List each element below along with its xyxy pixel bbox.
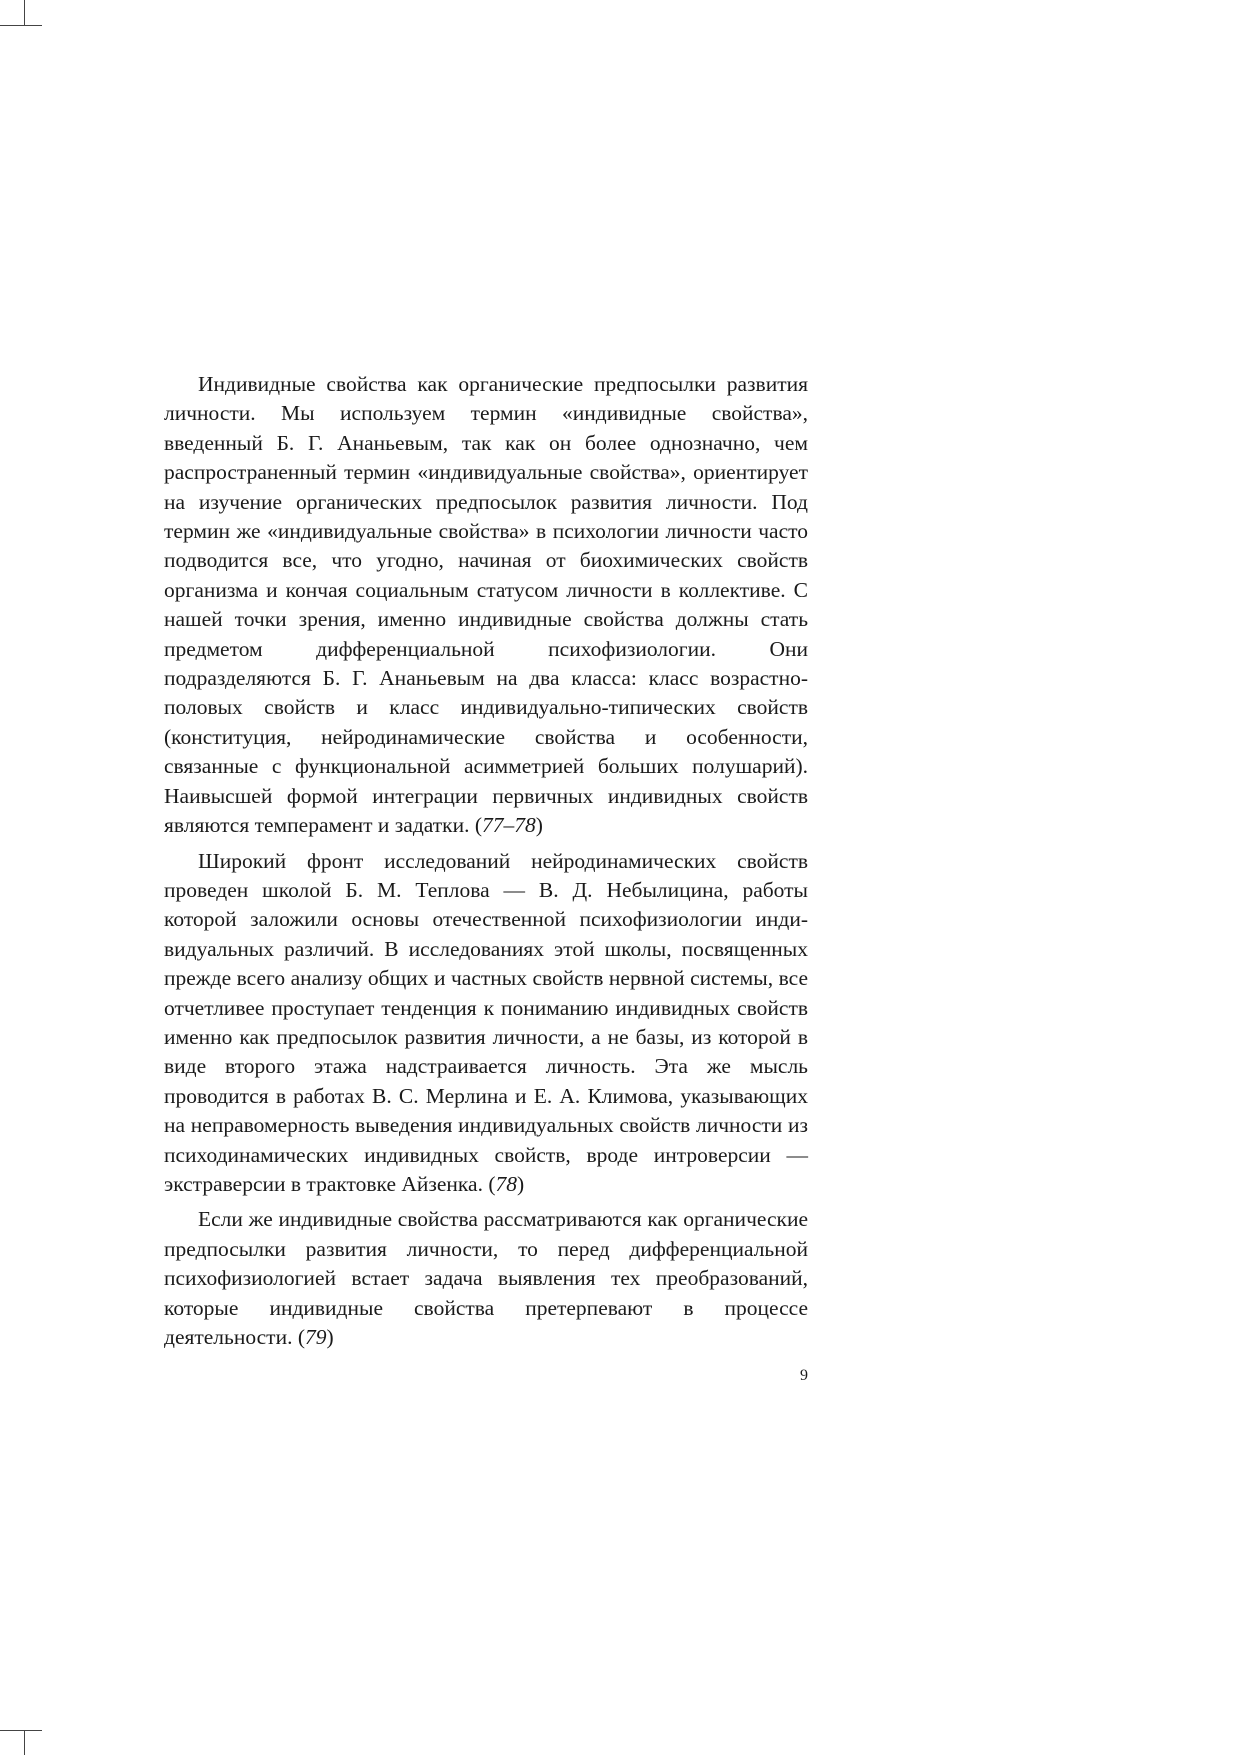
- paragraph-2: Широкий фронт исследований нейродинамических свойств проведен школой Б. М. Теплова — В. Д. Небылицина, работы которой заложили основы отечественной психофизиологии индивидуальных различий. В исследованиях этой школы, посвященных прежде всего анализу общих и частных свойств нервной системы, все отчетливее проступает тенденция к пониманию индивидных свойств именно как предпосылок развития личности, а не базы, из которой в виде второго этажа надстраивается личность. Эта же мысль проводится в работах В. С. Мерлина и Е. А. Климова, указывающих на неправомерность выведения индивидуальных свойств личности из психодинамических индивидных свойств, вроде интроверсии — экстраверсии в трактовке Айзенка. (78): [164, 848, 808, 1196]
- crop-mark-bottom-horizontal: [0, 1730, 42, 1731]
- paragraph-1-text: Индивидные свойства как органические предпосылки развития личности. Мы используем термин «индивидные свойства», введенный Б. Г. Ананьевым, так как он более однозначно, чем распространенный термин «индивидуальные свойства», ориентирует на изучение органических предпосылок развития личности. Под термин же «индивидуальные свойства» в психологии личности часто подводится все, что угодно, начиная от биохимических свойств организма и кончая социальным статусом личности в коллективе. С нашей точки зрения, именно индивидные свойства должны стать предметом дифференциальной психофизиологии. Они подразделяются Б. Г. Ананьевым на два класса: класс возрастно-половых свойств и класс индивидуально-типических свойств (конституция, нейродинамические свойства и особенности, связанные с функциональной асимметрией больших полушарий). Наивысшей формой интеграции первичных индивидных свойств являются темперамент и задатки.: [164, 372, 808, 838]
- crop-mark-top-horizontal: [0, 25, 42, 26]
- body-text: [164, 370, 808, 1358]
- paragraph-1: Индивидные свойства как органические предпосылки развития личности. Мы используем термин «индивидные свойства», введенный Б. Г. Ананьевым, так как он более однозначно, чем распространенный термин «индивидуальные свойства», ориентирует на изучение органических предпосылок развития личности. Под термин же «индивидуальные свойства» в психологии личности часто подводится все, что угодно, начиная от биохимических свойств организма и кончая социальным статусом личности в коллективе. С нашей точки зрения, именно индивидные свойства должны стать предметом дифференциальной психофизиологии. Они подразделяются Б. Г. Ананьевым на два класса: класс возрастно-половых свойств и класс индивидуально-типических свойств (конституция, нейродинамические свойства и особенности, связанные с функциональной асимметрией больших полушарий). Наивысшей формой интеграции первичных индивидных свойств являются темперамент и задатки. (77–78): [164, 372, 808, 838]
- paragraph-3-ref: 79: [305, 1325, 327, 1349]
- paragraph-1-ref: 77–78: [482, 813, 536, 838]
- paragraph-2-ref: 78: [495, 1171, 518, 1196]
- paragraph-3-text: Если же индивидные свойства рассматриваются как органические предпосылки развития личности, то перед дифференциальной психофизиологией встает задача выявления тех преобразований, которые индивидные свойства претерпевают в процессе деятельности.: [164, 1207, 808, 1349]
- page-number: 9: [800, 1367, 808, 1384]
- paragraph-3: Если же индивидные свойства рассматриваются как органические предпосылки развития личности, то перед дифференциальной психофизиологией встает задача выявления тех преобразований, которые индивидные свойства претерпевают в процессе деятельности. (79): [164, 1207, 808, 1349]
- crop-mark-bottom-vertical: [24, 1730, 25, 1755]
- paragraph-2-text: Широкий фронт исследований нейродинамических свойств проведен школой Б. М. Теплова — В. Д. Небылицина, работы которой заложили основы отечественной психофизиологии индивидуальных различий. В исследованиях этой школы, посвященных прежде всего анализу общих и частных свойств нервной системы, все отчетливее проступает тенденция к пониманию индивидных свойств именно как предпосылок развития личности, а не базы, из которой в виде второго этажа надстраивается личность. Эта же мысль проводится в работах В. С. Мерлина и Е. А. Климова, указывающих на неправомерность выведения индивидуальных свойств личности из психодинамических индивидных свойств, вроде интроверсии — экстраверсии в трактовке Айзенка.: [164, 848, 808, 1196]
- crop-mark-top-vertical: [24, 0, 25, 26]
